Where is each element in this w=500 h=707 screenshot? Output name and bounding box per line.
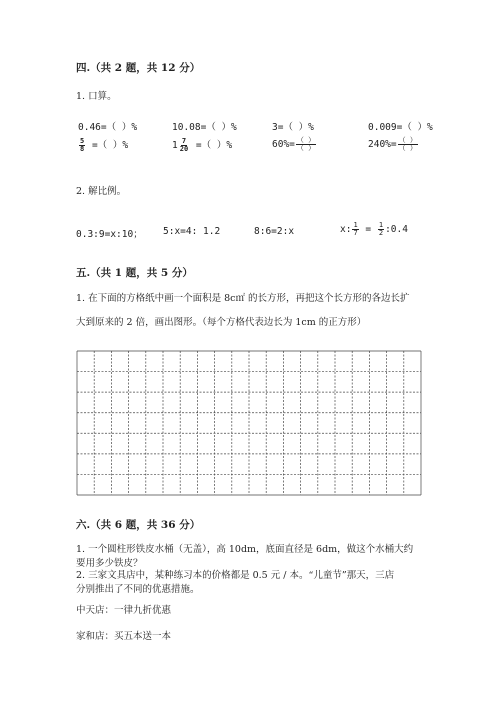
- proportion-3: 8:6=2:x: [254, 226, 295, 237]
- section6-q1-line-2: 要用多少铁皮？: [76, 558, 143, 569]
- section6-q1-line-1: 1. 一个圆柱形铁皮水桶（无盖），高 10dm，底面直径是 6dm，做这个水桶大约: [76, 544, 414, 555]
- section4-heading: 四.（共 2 题，共 12 分）: [76, 62, 201, 74]
- fraction: $\frac{1}{7}$: [353, 221, 358, 237]
- fraction: $\frac{5}{8}$: [80, 137, 85, 153]
- section6-q2-line-1: 2. 三家文具店中，某种练习本的价格都是 0.5 元 / 本。“儿童节”那天，三店: [76, 570, 395, 581]
- oral-item-5: $\frac{5}{8}$ =（ ）%: [80, 137, 129, 153]
- oral-item-7: 60%= $\frac{( )}{( )}$: [272, 136, 316, 152]
- oral-item-3: 3=（ ）%: [272, 122, 314, 133]
- section5-line-2: 大到原来的 2 倍，画出图形。（每个方格代表边长为 1cm 的正方形）: [76, 317, 367, 328]
- fraction: $\frac{7}{20}$: [179, 137, 189, 153]
- section6-q2-line-2: 分别推出了不同的优惠措施。: [76, 584, 200, 595]
- oral-item-4: 0.009=（ ）%: [368, 122, 433, 133]
- section6-heading: 六.（共 6 题，共 36 分）: [76, 519, 201, 531]
- fraction: $\frac{( )}{( )}$: [296, 136, 316, 152]
- section5-heading: 五.（共 1 题，共 5 分）: [76, 267, 193, 279]
- oral-item-1: 0.46=（ ）%: [78, 122, 138, 133]
- oral-item-6: 1 $\frac{7}{20}$ =（ ）%: [172, 137, 233, 153]
- fraction: $\frac{1}{2}$: [378, 221, 384, 237]
- store-jiahe: 家和店：买五本送一本: [76, 631, 172, 642]
- grid-paper[interactable]: [76, 350, 422, 496]
- store-zhongtian: 中天店：一律九折优惠: [76, 605, 172, 616]
- q2-label: 2. 解比例。: [76, 186, 127, 197]
- proportion-4: x: $\frac{1}{7}$ = $\frac{1}{2}$ :0.4: [340, 221, 408, 237]
- oral-item-2: 10.08=（ ）%: [172, 122, 237, 133]
- section5-line-1: 1. 在下面的方格纸中画一个面积是 8c㎡ 的长方形，再把这个长方形的各边长扩: [76, 293, 410, 304]
- proportion-2: 5:x=4: 1.2: [163, 226, 221, 237]
- fraction: $\frac{( )}{( )}$: [398, 136, 417, 152]
- q1-label: 1. 口算。: [76, 91, 117, 102]
- proportion-1: 0.3:9=x:10；: [76, 229, 143, 240]
- oral-item-8: 240%= $\frac{( )}{( )}$: [368, 136, 417, 152]
